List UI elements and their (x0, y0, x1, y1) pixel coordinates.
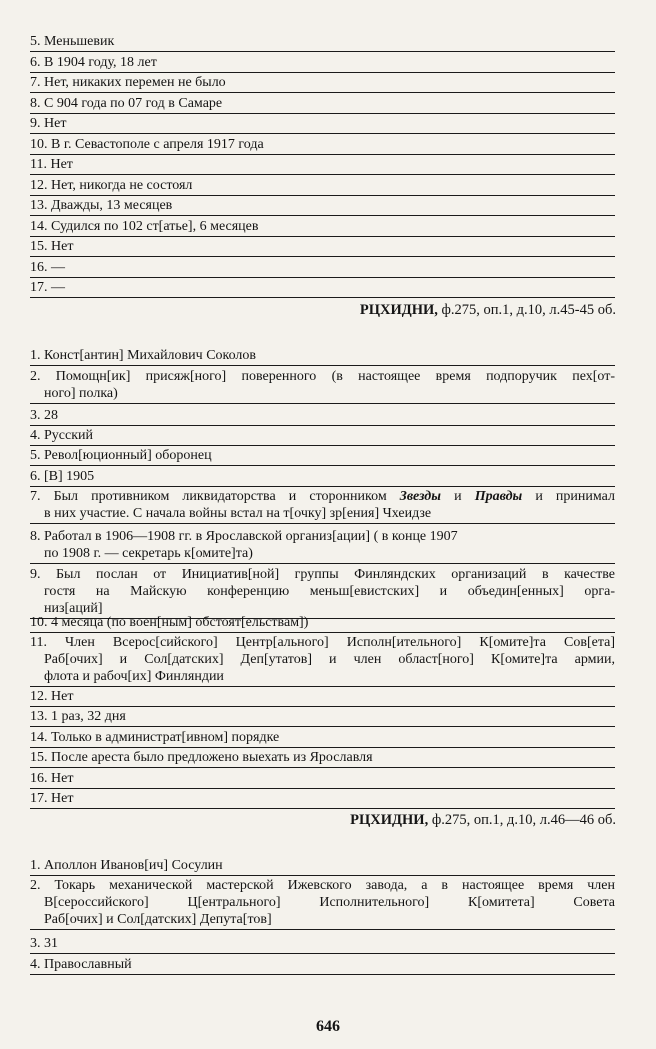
answer-line: ного] полка) (44, 386, 118, 401)
answer-row: 10. В г. Севастополе с апреля 1917 года (30, 136, 615, 155)
answer-row: 9. Нет (30, 115, 615, 134)
answer-row: 5. Меньшевик (30, 33, 615, 52)
answer-row: 6. [В] 1905 (30, 468, 615, 487)
answer-row: 16. Нет (30, 770, 615, 789)
answer-line: 8. Работал в 1906—1908 гг. в Ярославской организ[ации] ( в конце 1907 (30, 529, 458, 544)
answer-row: 10. 4 месяца (по воен[ным] обстоят[ельствам]) (30, 614, 615, 633)
answer-line: флота и рабоч[их] Финляндии (44, 669, 224, 684)
archive-reference: ф.275, оп.1, д.10, л.45-45 об. (437, 302, 616, 318)
answer-row: 16. — (30, 259, 615, 278)
answer-row: 13. Дважды, 13 месяцев (30, 197, 615, 216)
bleed-through-text (330, 12, 333, 27)
newspaper-title: Звезды (399, 489, 441, 504)
answer-line: 9. Был послан от Инициатив[ной] группы Финляндских организаций в качестве (30, 567, 615, 582)
answer-line: Раб[очих] и Сол[датских] Депута[тов] (44, 912, 272, 927)
answer-row (30, 528, 615, 564)
answer-row: 8. С 904 года по 07 год в Самаре (30, 95, 615, 114)
answer-row: 12. Нет (30, 688, 615, 707)
answer-row: 12. Нет, никогда не состоял (30, 177, 615, 196)
answer-row: 15. После ареста было предложено выехать из Ярославля (30, 749, 615, 768)
answer-row: 14. Судился по 102 ст[атье], 6 месяцев (30, 218, 615, 237)
answer-line: 7. Был противником ликвидаторства и сторонником Звезды и Правды и принимал (30, 489, 615, 504)
answer-row (30, 566, 615, 619)
answer-row: 15. Нет (30, 238, 615, 257)
answer-line: В[сероссийского] Ц[ентрального] Исполнительного] К[омитета] Совета (44, 895, 615, 910)
answer-row (30, 634, 615, 687)
answer-row: 5. Револ[юционный] оборонец (30, 447, 615, 466)
answer-row: 3. 28 (30, 407, 615, 426)
answer-row (30, 368, 615, 404)
answer-row: 4. Русский (30, 427, 615, 446)
answer-row: 7. Нет, никаких перемен не было (30, 74, 615, 93)
answer-row: 17. Нет (30, 790, 615, 809)
newspaper-title: Правды (474, 489, 523, 504)
answer-row: 17. — (30, 279, 615, 298)
answer-row: 14. Только в администрат[ивном] порядке (30, 729, 615, 748)
archive-source-citation (360, 302, 616, 319)
answer-line: низ[аций] (44, 601, 103, 616)
archive-name: РЦХИДНИ, (350, 812, 429, 828)
answer-line: по 1908 г. — секретарь к[омите]та) (44, 546, 253, 561)
answer-row (30, 877, 615, 930)
answer-line: Раб[очих] и Сол[датских] Деп[утатов] и член област[ного] К[омите]та армии, (44, 652, 615, 667)
answer-line: в них участие. С начала войны встал на т[очку] зр[ения] Чхеидзе (44, 506, 432, 521)
archive-source-citation (350, 812, 616, 829)
answer-row: 6. В 1904 году, 18 лет (30, 54, 615, 73)
answer-row: 1. Конст[антин] Михайлович Соколов (30, 347, 615, 366)
answer-row: 3. 31 (30, 935, 615, 954)
answer-line: гостя на Майскую конференцию меньш[евистских] и объедин[енных] орга- (44, 584, 615, 599)
answer-line: 2. Помощн[ик] присяж[ного] поверенного (в настоящее время подпоручик пех[от- (30, 369, 615, 384)
answer-row: 1. Аполлон Иванов[ич] Сосулин (30, 857, 615, 876)
answer-line: 11. Член Всерос[сийского] Центр[ального] Исполн[ительного] К[омите]та Сов[ета] (30, 635, 615, 650)
answer-row (30, 488, 615, 524)
answer-row: 13. 1 раз, 32 дня (30, 708, 615, 727)
answer-row: 11. Нет (30, 156, 615, 175)
answer-row: 4. Православный (30, 956, 615, 975)
page-number: 646 (316, 1018, 340, 1035)
archive-name: РЦХИДНИ, (359, 302, 438, 318)
archive-reference: ф.275, оп.1, д.10, л.46—46 об. (428, 812, 616, 828)
answer-line: 2. Токарь механической мастерской Ижевского завода, а в настоящее время член (30, 878, 615, 893)
